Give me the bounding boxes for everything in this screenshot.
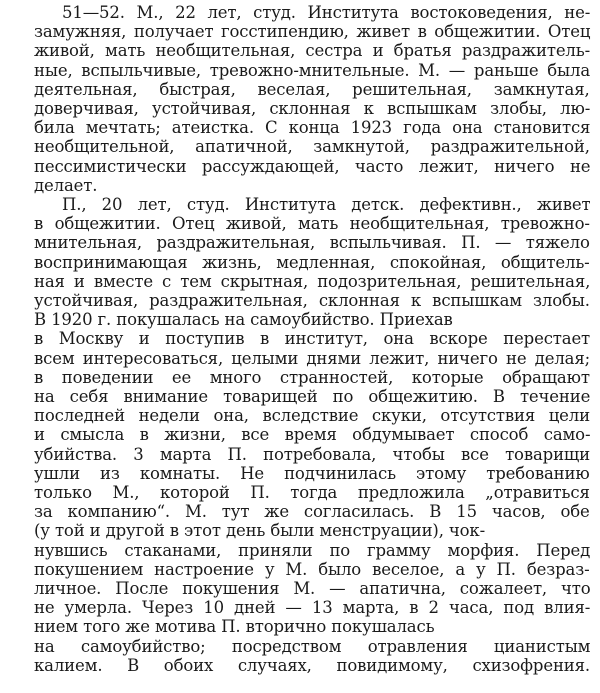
text-line: В 1920 г. покушалась на самоубийство. Приехав	[34, 310, 453, 330]
text-line: нувшись стаканами, приняли по грамму морфия. Перед	[34, 540, 591, 560]
text-line: на себя внимание товарищей по общежитию. В течение	[34, 387, 591, 406]
text-line: личное. После покушения М. — апатична, сожалеет, что	[34, 579, 591, 598]
text-line: убийства. 3 марта П. потребовала, чтобы все товарищи	[34, 444, 590, 464]
text-line: ушли из комнаты. Не подчинилась этому требованию	[34, 463, 590, 483]
text-line: мнительная, раздражительная, вспыльчивая. П. — тяжело	[34, 233, 590, 253]
text-line: живой, мать необщительная, сестра и братья раздражитель-	[34, 41, 591, 61]
text-line: ная и вместе с тем скрытная, подозрительная, решительная,	[34, 271, 591, 291]
text-line: только М., которой П. тогда предложила „отравиться	[34, 483, 590, 502]
text-line: 51—52. М., 22 лет, студ. Института востоковедения, не-	[62, 3, 591, 22]
text-line: в общежитии. Отец живой, мать необщительная, тревожно-	[34, 214, 590, 234]
text-line: деятельная, быстрая, веселая, решительная, замкнутая,	[34, 79, 590, 99]
text-line: пессимистически рассуждающей, часто лежит, ничего не	[34, 156, 591, 176]
text-line: необщительной, апатичной, замкнутой, раздражительной,	[34, 137, 590, 157]
text-line: калием. В обоих случаях, повидимому, схизофрения.	[34, 655, 591, 675]
text-line: била мечтать; атеистка. С конца 1923 года она становится	[34, 118, 591, 138]
text-line: последней недели она, вследствие скуки, отсутствия цели	[34, 406, 590, 426]
text-line: ные, вспыльчивые, тревожно-мнительные. М. — раньше была	[34, 60, 591, 80]
text-line: замужняя, получает госстипендию, живет в общежитии. Отец	[34, 22, 591, 42]
text-line: и смысла в жизни, все время обдумывает способ само-	[34, 425, 591, 445]
text-line: всем интересоваться, целыми днями лежит, ничего не делая;	[34, 348, 591, 368]
text-line: воспринимающая жизнь, медленная, спокойная, общитель-	[34, 252, 590, 272]
text-line: (у той и другой в этот день были менструации), чок-	[34, 521, 486, 541]
text-line: в Москву и поступив в институт, она вскоре перестает	[34, 329, 591, 349]
text-line: устойчивая, раздражительная, склонная к вспышкам злобы.	[34, 291, 590, 310]
text-line: нием того же мотива П. вторично покушалась	[34, 617, 435, 637]
text-line: доверчивая, устойчивая, склонная к вспышкам злобы, лю-	[34, 99, 591, 118]
text-line: за компанию“. М. тут же согласилась. В 15 часов, обе	[34, 502, 590, 522]
text-line: делает.	[34, 175, 98, 195]
text-line: не умерла. Через 10 дней — 13 марта, в 2 часа, под влия-	[34, 598, 591, 618]
text-line: на самоубийство; посредством отравления цианистым	[34, 636, 591, 656]
text-line: в поведении ее много странностей, которые обращают	[34, 367, 590, 387]
text-line: покушением настроение у М. было веселое, а у П. безраз-	[34, 559, 590, 579]
text-line: П., 20 лет, студ. Института детск. дефективн., живет	[62, 195, 591, 214]
